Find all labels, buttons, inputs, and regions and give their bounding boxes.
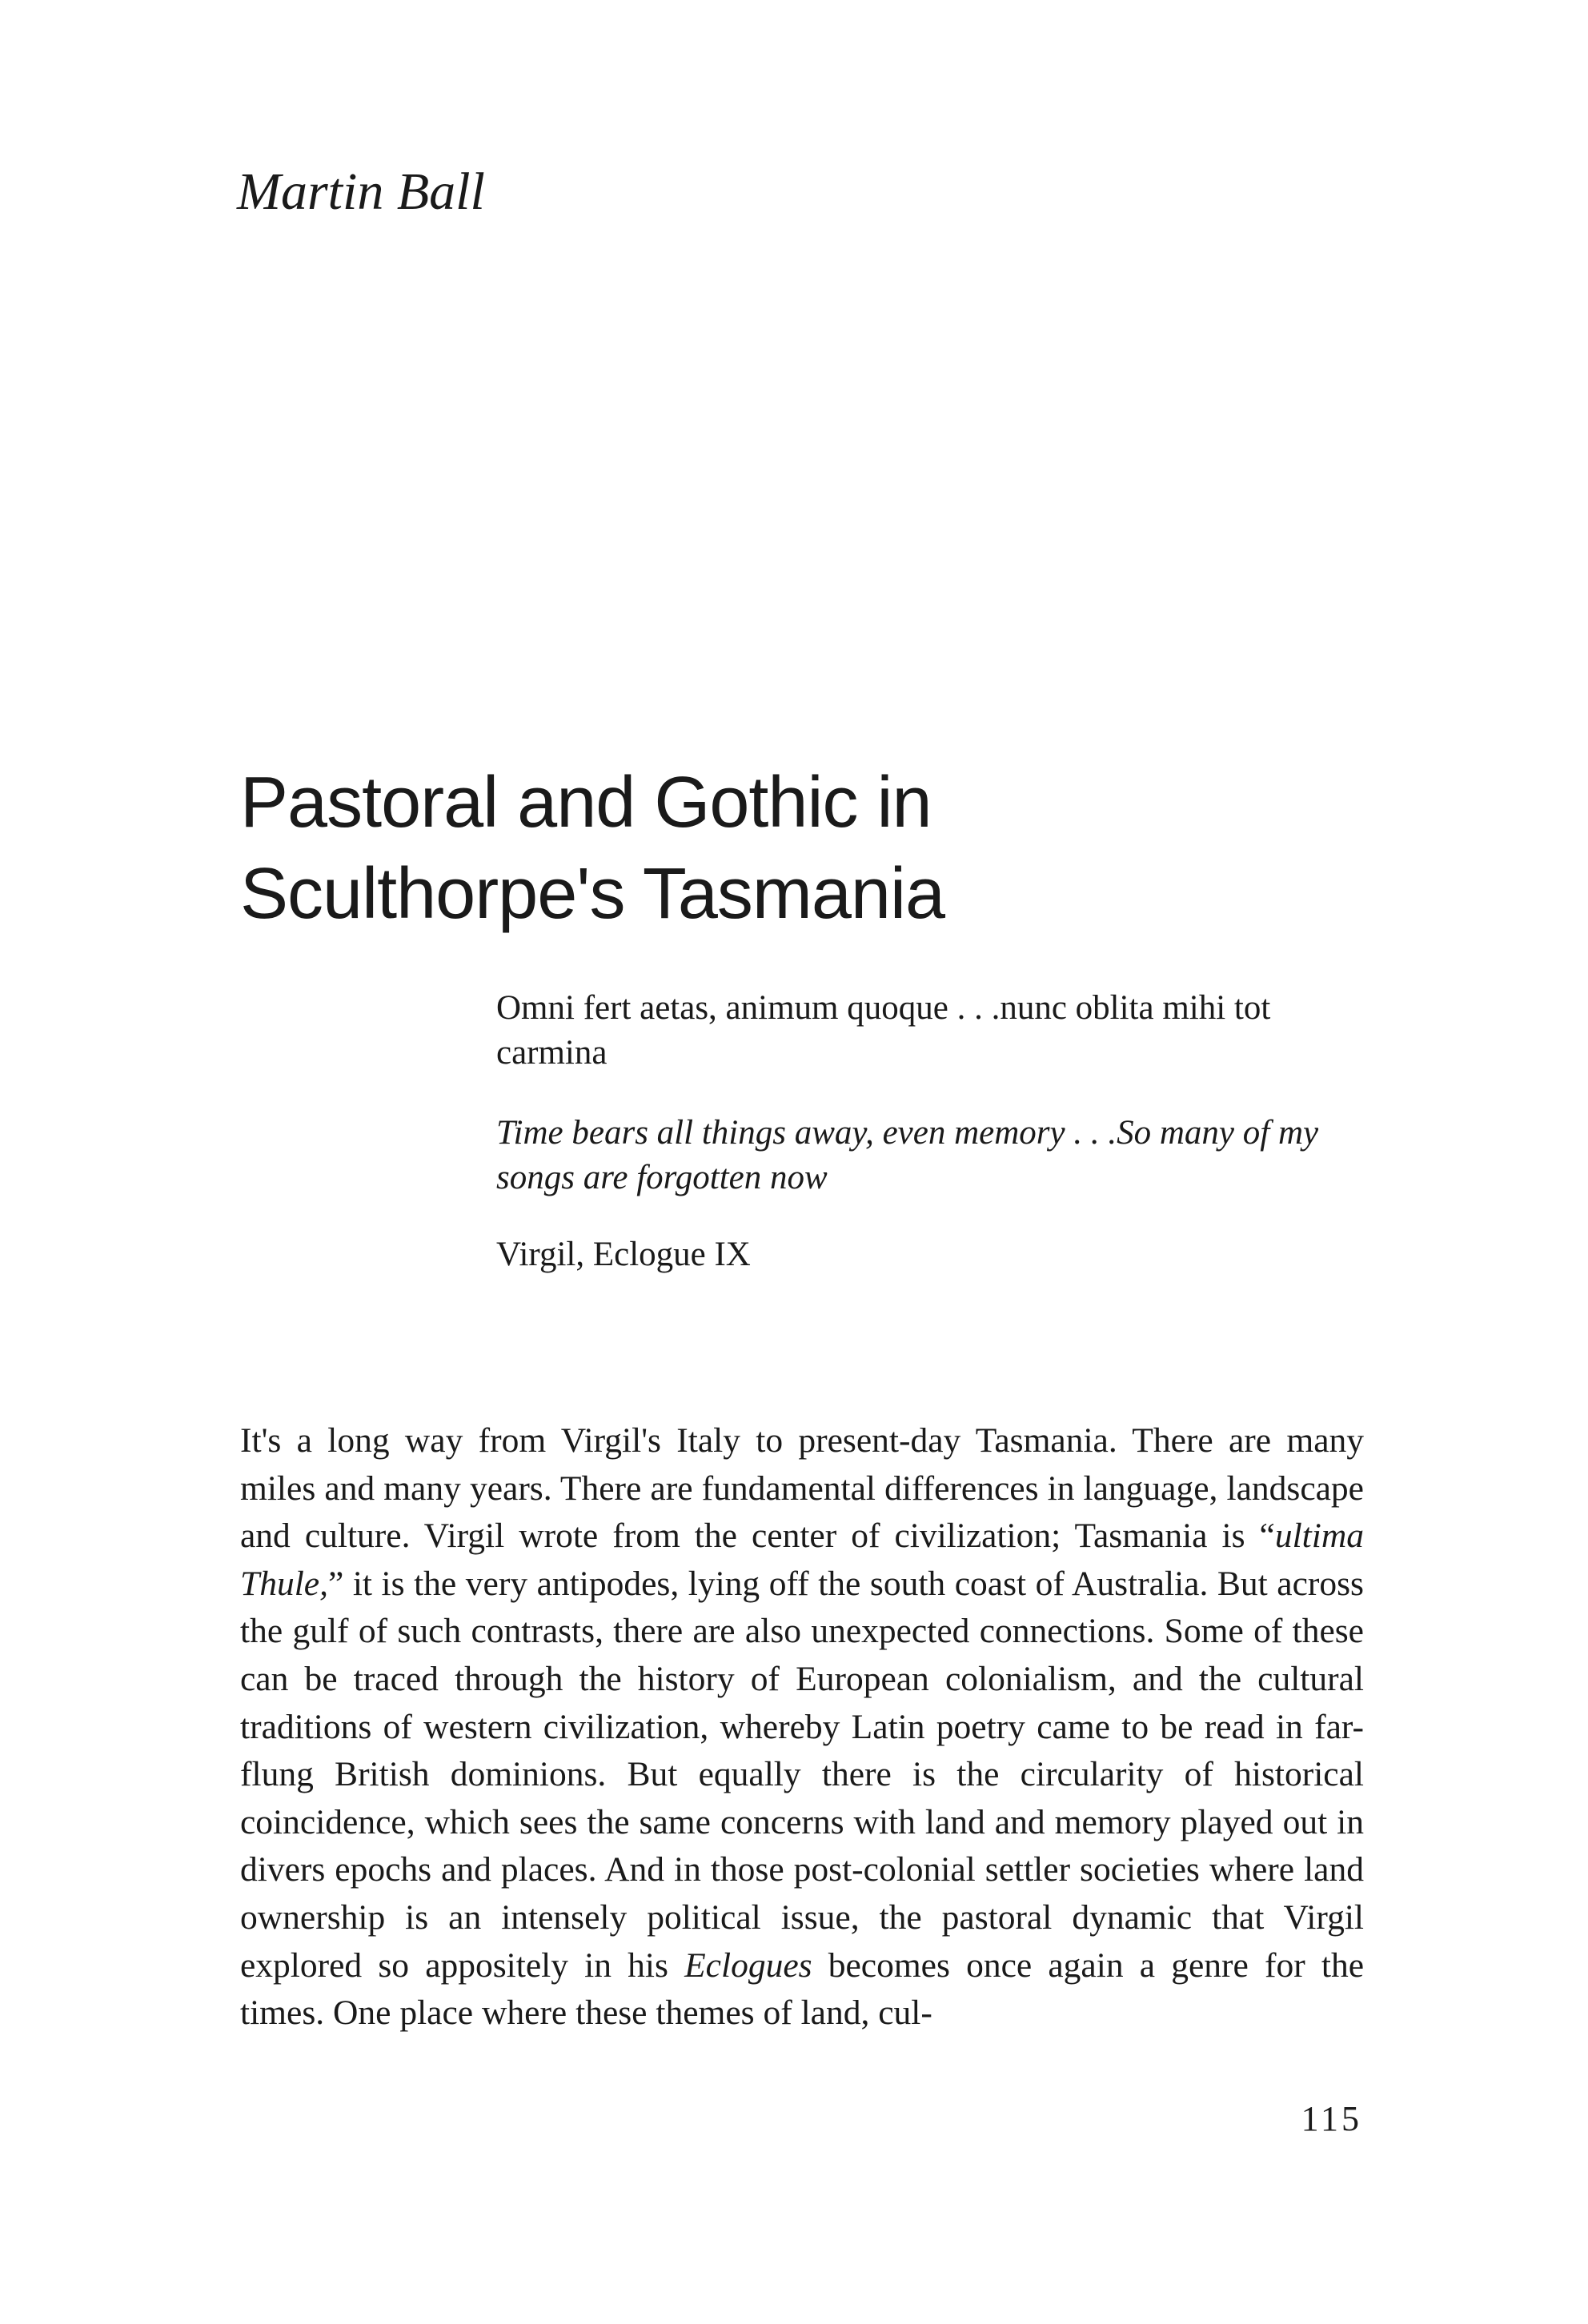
title-line-1: Pastoral and Gothic in xyxy=(240,763,932,843)
epigraph xyxy=(496,986,1369,1277)
article-title xyxy=(240,757,1361,940)
body-text-1: It's a long way from Virgil's Italy to present-day Tasmania. There are many miles and many years. There are fundamental differences in language, landscape and culture. Virgil wrote from the center of civilization; Tasmania is “ xyxy=(240,1421,1364,1556)
epigraph-english: Time bears all things away, even memory . . .So many of my songs are forgotten now xyxy=(496,1114,1319,1196)
page-number: 115 xyxy=(1301,2099,1362,2138)
title-line-2: Sculthorpe's Tasmania xyxy=(240,854,945,934)
author-name: Martin Ball xyxy=(237,162,485,221)
epigraph-attribution: Virgil, Eclogue IX xyxy=(496,1236,751,1273)
body-text-3: becomes once again a genre for the times. One place where these themes of land, cul- xyxy=(240,1945,1365,2033)
body-italic-ultima-thule: ultima Thule, xyxy=(240,1517,1364,1603)
body-italic-eclogues: Eclogues xyxy=(684,1945,812,1985)
body-text-2: ” it is the very antipodes, lying off the south coast of Australia. But across the gulf of such contrasts, there are also unexpected connections. Some of these can be traced through the history of European colonialism, and the cultural traditions of western civilization, whereby Latin poetry came to be read in far-flung British dominions. But equally there is the circularity of historical coincidence, which sees the same concerns with land and memory played out in divers epochs and places. And in those post-colonial settler societies where land ownership is an intensely political issue, the pastoral dynamic that Virgil explored so appositely in his xyxy=(240,1564,1364,1985)
body-paragraph xyxy=(240,1417,1364,2038)
epigraph-latin: Omni fert aetas, animum quoque . . .nunc oblita mihi tot carmina xyxy=(496,989,1271,1072)
